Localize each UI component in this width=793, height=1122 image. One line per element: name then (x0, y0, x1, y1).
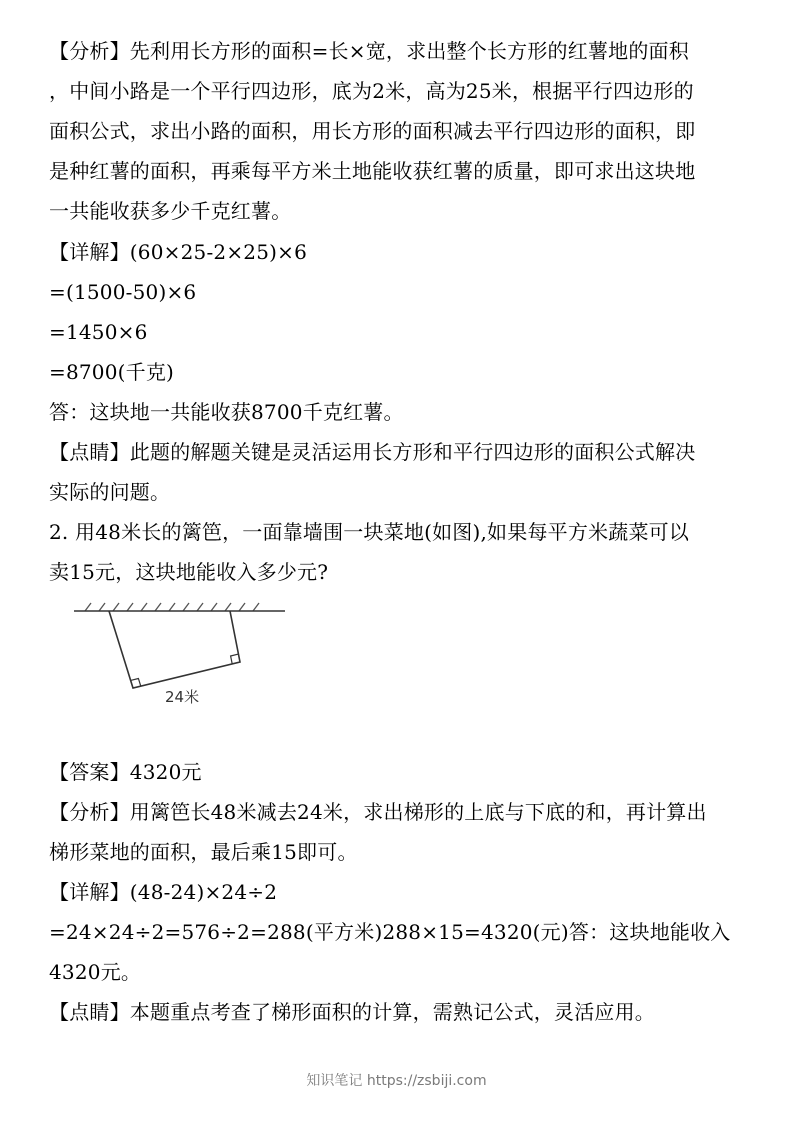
analysis-line: 梯形菜地的面积，最后乘15即可。 (49, 840, 358, 864)
detail-line: =1450×6 (49, 320, 148, 344)
detail-line: =24×24÷2=576÷2=288(平方米)288×15=4320(元)答：这块地能收入 (49, 920, 731, 944)
detail-line: 4320元。 (49, 960, 142, 984)
trapezoid-figure (70, 598, 295, 708)
bottom-length-label: 24米 (165, 688, 200, 706)
detail-line: 【详解】(60×25-2×25)×6 (49, 240, 308, 264)
detail-line: =8700(千克) (49, 360, 175, 384)
answer-sentence: 答：这块地一共能收获8700千克红薯。 (49, 400, 404, 424)
analysis-line: 一共能收获多少千克红薯。 (49, 199, 292, 223)
analysis-line: 【分析】用篱笆长48米减去24米，求出梯形的上底与下底的和，再计算出 (49, 800, 707, 824)
analysis-line: 面积公式，求出小路的面积，用长方形的面积减去平行四边形的面积，即 (49, 119, 696, 143)
comment-line: 【点睛】本题重点考查了梯形面积的计算，需熟记公式，灵活应用。 (49, 1000, 655, 1024)
detail-line: =(1500-50)×6 (49, 280, 197, 304)
question-line: 2. 用48米长的篱笆，一面靠墙围一块菜地(如图),如果每平方米蔬菜可以 (49, 520, 690, 544)
analysis-line: 是种红薯的面积，再乘每平方米土地能收获红薯的质量，即可求出这块地 (49, 159, 696, 183)
answer-line: 【答案】4320元 (49, 760, 202, 784)
question-line: 卖15元，这块地能收入多少元? (49, 560, 329, 584)
comment-line: 【点睛】此题的解题关键是灵活运用长方形和平行四边形的面积公式解决 (49, 440, 696, 464)
comment-line: 实际的问题。 (49, 480, 171, 504)
wall-hatching (85, 603, 259, 611)
fence-outline (109, 611, 240, 688)
analysis-line: 【分析】先利用长方形的面积=长×宽，求出整个长方形的红薯地的面积 (49, 39, 689, 63)
detail-line: 【详解】(48-24)×24÷2 (49, 880, 278, 904)
footer-watermark: 知识笔记 https://zsbiji.com (306, 1073, 487, 1089)
analysis-line: ，中间小路是一个平行四边形，底为2米，高为25米，根据平行四边形的 (49, 79, 694, 103)
